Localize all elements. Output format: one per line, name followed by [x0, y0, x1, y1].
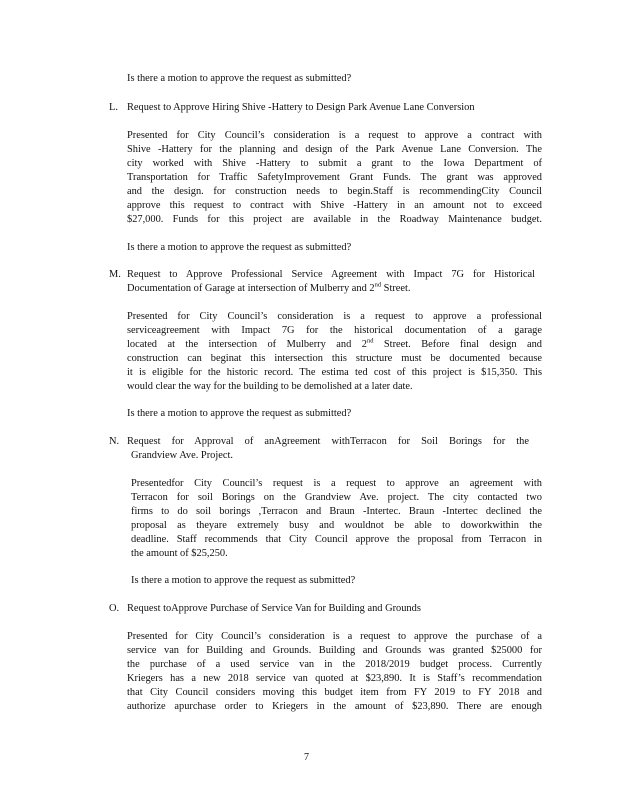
item-n-question: Is there a motion to approve the request as submitted? [131, 575, 356, 586]
item-m-title-line: Request to Approve Professional Service Agreement with Impact 7G for Historical [127, 269, 535, 280]
item-o-letter: O. [109, 603, 120, 614]
item-n-title-line: Grandview Ave. Project. [131, 450, 233, 461]
item-n-body-line: deadline. Staff recommends that City Council approve the proposal from Terracon in [131, 534, 542, 545]
item-l-body-line: Shive -Hattery for the planning and design of the Park Avenue Lane Conversion. The [127, 144, 542, 155]
item-m-body-line: serviceagreement with Impact 7G for the historical documentation of a garage [127, 325, 542, 336]
item-n-letter: N. [109, 436, 120, 447]
item-l-body-line: approve this request to contract with Shive -Hattery in an amount not to exceed [127, 200, 542, 211]
item-m-body-line: Presented for City Council’s consideration is a request to approve a professional [127, 311, 542, 322]
item-m-body-line: would clear the way for the building to be demolished at a later date. [127, 381, 413, 392]
item-l-body-line: $27,000. Funds for this project are available in the Roadway Maintenance budget. [127, 214, 542, 225]
item-n-body-line: firms to do soil borings ,Terracon and Braun -Intertec. Braun -Intertec declined the [131, 506, 542, 517]
item-m-title-line: Documentation of Garage at intersection of Mulberry and 2nd Street. [127, 281, 411, 294]
item-m-body-line: it is eligible for the historic record. The estima ted cost of this project is $15,350. This [127, 367, 542, 378]
item-l-body-line: Transportation for Traffic SafetyImprovement Grant Funds. The grant was approved [127, 172, 542, 183]
item-l-body-line: Presented for City Council’s consideration is a request to approve a contract with [127, 130, 542, 141]
item-l-body-line: and the design. for construction needs to begin.Staff is recommendingCity Council [127, 186, 542, 197]
item-n-body-line: Terracon for soil Borings on the Grandview Ave. project. The city contacted two [131, 492, 542, 503]
item-o-body-line: that City Council considers moving this budget item from FY 2019 to FY 2018 and [127, 687, 542, 698]
item-n-title-line: Request for Approval of anAgreement withTerracon for Soil Borings for the [127, 436, 529, 447]
item-m-body-line: construction can beginat this intersection this structure must be documented because [127, 353, 542, 364]
page-number: 7 [304, 752, 309, 763]
item-o-title: Request toApprove Purchase of Service Van for Building and Grounds [127, 603, 421, 614]
item-m-letter: M. [109, 269, 121, 280]
item-o-body-line: authorize apurchase order to Kriegers in the amount of $23,890. There are enough [127, 701, 542, 712]
item-l-body-line: city worked with Shive -Hattery to submit a grant to the Iowa Department of [127, 158, 542, 169]
item-o-body-line: Presented for City Council’s consideration is a request to approve the purchase of a [127, 631, 542, 642]
item-n-body-line: Presentedfor City Council’s request is a request to approve an agreement with [131, 478, 542, 489]
item-m-question: Is there a motion to approve the request as submitted? [127, 408, 352, 419]
item-o-body-line: the purchase of a used service van in the 2018/2019 budget process. Currently [127, 659, 542, 670]
item-o-body-line: service van for Building and Grounds. Building and Grounds was granted $25000 for [127, 645, 542, 656]
item-l-letter: L. [109, 102, 118, 113]
item-o-body-line: Kriegers has a new 2018 service van quoted at $23,890. It is Staff’s recommendation [127, 673, 542, 684]
motion-question-top: Is there a motion to approve the request as submitted? [127, 73, 352, 84]
item-l-title: Request to Approve Hiring Shive -Hattery to Design Park Avenue Lane Conversion [127, 102, 475, 113]
item-n-body-line: proposal as theyare extremely busy and wouldnot be able to doworkwithin the [131, 520, 542, 531]
item-n-body-line: the amount of $25,250. [131, 548, 228, 559]
item-m-body-line: located at the intersection of Mulberry and 2nd Street. Before final design and [127, 337, 543, 350]
item-l-question: Is there a motion to approve the request as submitted? [127, 242, 352, 253]
